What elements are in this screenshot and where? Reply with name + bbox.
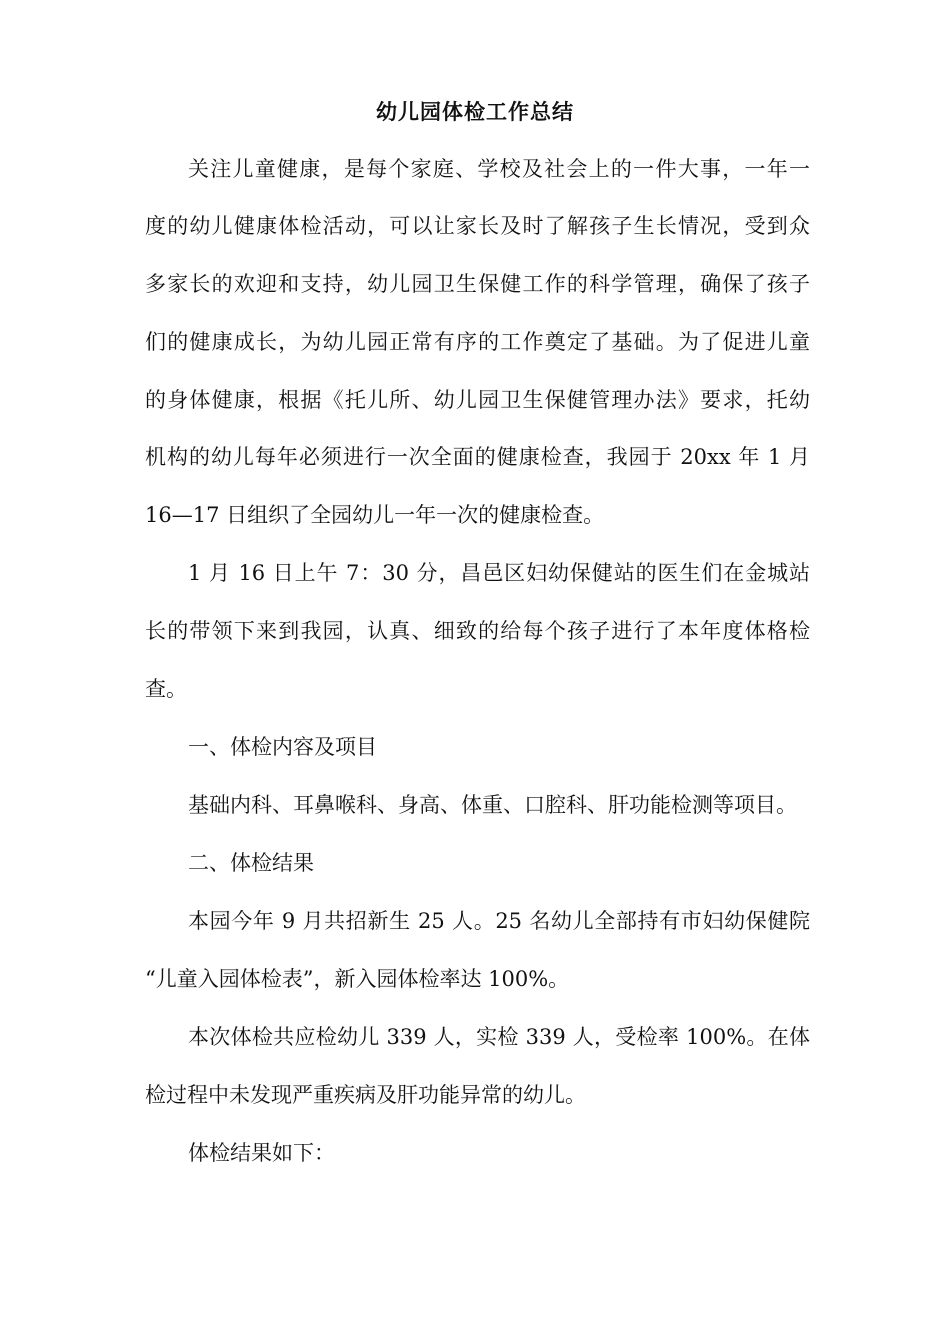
paragraph-line: 本园今年 9 月共招新生 25 人。25 名幼儿全部持有市妇幼保健院 bbox=[188, 909, 810, 933]
paragraph-line: 基础内科、耳鼻喉科、身高、体重、口腔科、肝功能检测等项目。 bbox=[188, 793, 797, 817]
paragraph-line: “儿童入园体检表”，新入园体检率达 100%。 bbox=[145, 967, 570, 991]
document-title: 幼儿园体检工作总结 bbox=[376, 100, 574, 124]
section-heading: 二、体检结果 bbox=[188, 851, 314, 875]
paragraph-line: 们的健康成长，为幼儿园正常有序的工作奠定了基础。为了促进儿童 bbox=[145, 330, 810, 354]
paragraph-line: 查。 bbox=[145, 677, 187, 701]
paragraph-line: 1 月 16 日上午 7：30 分，昌邑区妇幼保健站的医生们在金城站 bbox=[188, 561, 810, 585]
paragraph-line: 长的带领下来到我园，认真、细致的给每个孩子进行了本年度体格检 bbox=[145, 619, 810, 643]
paragraph-line: 体检结果如下： bbox=[188, 1141, 335, 1165]
paragraph-line: 多家长的欢迎和支持，幼儿园卫生保健工作的科学管理，确保了孩子 bbox=[145, 272, 810, 296]
paragraph-line: 机构的幼儿每年必须进行一次全面的健康检查，我园于 20xx 年 1 月 bbox=[145, 445, 810, 469]
paragraph-line: 检过程中未发现严重疾病及肝功能异常的幼儿。 bbox=[145, 1083, 586, 1107]
paragraph-line: 关注儿童健康，是每个家庭、学校及社会上的一件大事，一年一 bbox=[188, 157, 810, 181]
paragraph-line: 的身体健康，根据《托儿所、幼儿园卫生保健管理办法》要求，托幼 bbox=[145, 388, 810, 412]
paragraph-line: 本次体检共应检幼儿 339 人，实检 339 人，受检率 100%。在体 bbox=[188, 1025, 810, 1049]
paragraph-line: 度的幼儿健康体检活动，可以让家长及时了解孩子生长情况，受到众 bbox=[145, 214, 810, 238]
paragraph-line: 16—17 日组织了全园幼儿一年一次的健康检查。 bbox=[145, 503, 605, 527]
section-heading: 一、体检内容及项目 bbox=[188, 735, 377, 759]
